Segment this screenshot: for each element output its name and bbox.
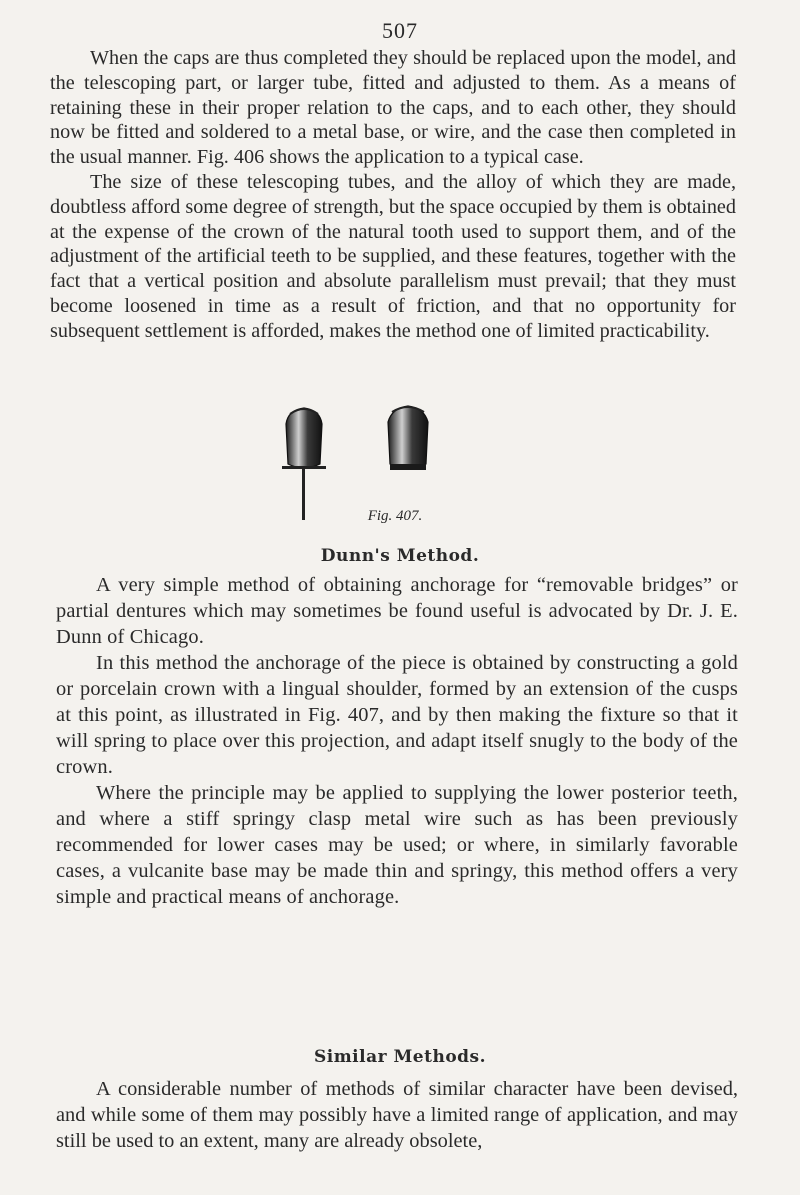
paragraph: Where the principle may be applied to supplying the lower posterior teeth, and where a stiff springy clasp metal wire such as has been previously recommended for lower cases may be used; or where, in similarly favorable cases, a vulcanite base may be made thin and springy, this method offers a very simple and practical means of anchorage.: [56, 782, 738, 908]
section-dunn-method: [56, 572, 738, 910]
paragraph: The size of these telescoping tubes, and the alloy of which they are made, doubtless afford some degree of strength, but the space occupied by them is obtained at the expense of the crown of the natural tooth used to support them, and of the adjustment of the artificial teeth to be supplied, and these features, together with the fact that a vertical position and absolute parallelism must prevail; that they must become loosened in time as a result of friction, and that no opportunity for subsequent settlement is afforded, makes the method one of limited practicability.: [50, 170, 736, 342]
crown-with-post-icon: [282, 408, 326, 520]
paragraph: When the caps are thus completed they should be replaced upon the model, and the telescoping part, or larger tube, fitted and adjusted to them. As a means of retaining these in their proper relation to the caps, and to each other, they should now be fitted and soldered to a metal base, or wire, and the case then completed in the usual manner. Fig. 406 shows the application to a typical case.: [50, 47, 736, 169]
paragraph: A very simple method of obtaining anchorage for “removable bridges” or partial dentures which may sometimes be found useful is advocated by Dr. J. E. Dunn of Chicago.: [56, 574, 738, 648]
paragraph: In this method the anchorage of the piece is obtained by constructing a gold or porcelain crown with a lingual shoulder, formed by an extension of the cusps at this point, as illustrated in Fig. 407, and by then making the fixture so that it will spring to place over this projection, and adapt itself snugly to the body of the crown.: [56, 652, 738, 778]
page-number: 507: [382, 18, 418, 43]
paragraph: A considerable number of methods of similar character have been devised, and while some of them may possibly have a limited range of application, and may still be used to an extent, many are already obsolete,: [56, 1078, 738, 1152]
section-heading-dunn: Dunn's Method.: [320, 546, 480, 566]
section-telescoping: [50, 46, 736, 344]
figure-407-crowns: [270, 402, 440, 522]
figure-caption: Fig. 407.: [367, 508, 423, 524]
section-heading-similar: Similar Methods.: [313, 1047, 487, 1067]
section-similar-methods: [56, 1076, 738, 1154]
crown-with-shoulder-icon: [388, 406, 428, 470]
